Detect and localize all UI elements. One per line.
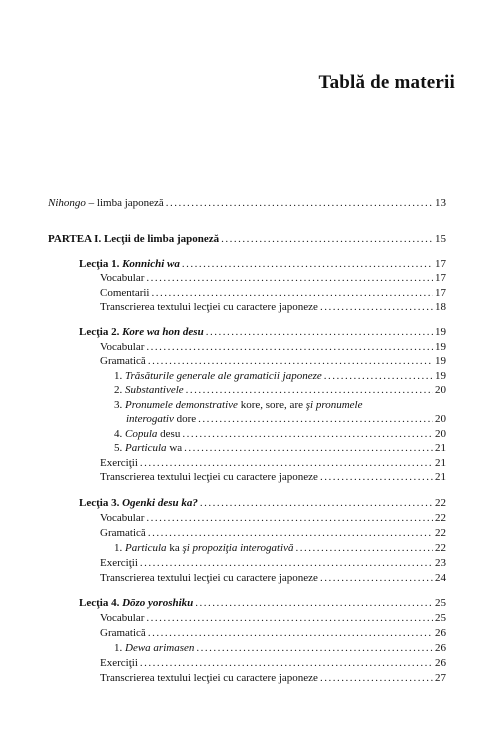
item-number: 2. — [114, 384, 125, 396]
toc-entry-label: Exerciţii — [100, 557, 138, 569]
toc-entry-label: dore — [173, 413, 197, 425]
toc-entry-partea-1[interactable] — [48, 233, 446, 246]
toc-entry-nihongo[interactable] — [48, 197, 446, 210]
toc-entry-label: wa — [166, 442, 183, 454]
toc-entry-em: Dōzo yoroshiku — [122, 597, 194, 609]
toc-entry-label: Vocabular — [100, 272, 145, 284]
toc-entry-l1-transcriere[interactable] — [100, 301, 446, 314]
toc-entry-l3-gramatica[interactable] — [100, 527, 446, 540]
dot-leader — [200, 497, 433, 510]
toc-entry-prefix: Lecţia 2. — [79, 326, 123, 338]
page-number: 19 — [435, 326, 446, 338]
item-number: 1. — [114, 370, 125, 382]
toc-entry-label: Exerciţii — [100, 457, 138, 469]
toc-entry-em: Pronumele demonstrative — [125, 399, 238, 411]
toc-entry-l2-g3-line2[interactable] — [126, 413, 446, 426]
item-number: 1. — [114, 642, 125, 654]
toc-entry-label: Gramatică — [100, 627, 146, 639]
toc-entry-em: Konnichi wa — [122, 258, 180, 270]
dot-leader — [320, 672, 433, 685]
toc-entry-l2-vocabular[interactable] — [100, 341, 446, 354]
page-number: 21 — [435, 457, 446, 469]
toc-entry-label: Transcrierea textului lecţiei cu caractere japoneze — [100, 301, 318, 313]
page-number: 20 — [435, 384, 446, 396]
toc-entry-l2-exercitii[interactable] — [100, 457, 446, 470]
dot-leader — [146, 612, 433, 625]
toc-entry-prefix: Lecţia 1. — [79, 258, 123, 270]
dot-leader — [148, 527, 433, 540]
dot-leader — [140, 457, 433, 470]
toc-entry-l4-gramatica[interactable] — [100, 627, 446, 640]
toc-entry-label: PARTEA I. Lecţii de limba japoneză — [48, 233, 220, 245]
toc-entry-l3-exercitii[interactable] — [100, 557, 446, 570]
dot-leader — [320, 471, 433, 484]
toc-entry-em: Particula — [125, 442, 167, 454]
page-number: 19 — [435, 370, 446, 382]
toc-entry-label: – limba japoneză — [85, 197, 164, 209]
toc-entry-l2-g4[interactable] — [114, 428, 446, 441]
dot-leader — [195, 597, 433, 610]
toc-entry-l4-vocabular[interactable] — [100, 612, 446, 625]
page-number: 22 — [435, 527, 446, 539]
toc-entry-lectia-3[interactable] — [79, 497, 446, 510]
toc-entry-lectia-1[interactable] — [79, 258, 446, 271]
dot-leader — [146, 512, 433, 525]
page-number: 25 — [435, 597, 446, 609]
dot-leader — [140, 557, 433, 570]
toc-entry-lectia-4[interactable] — [79, 597, 446, 610]
toc-entry-em: interogativ — [126, 413, 174, 425]
toc-entry-l1-vocabular[interactable] — [100, 272, 446, 285]
item-number: 3. — [114, 399, 125, 411]
toc-entry-l2-g3-line1[interactable] — [114, 399, 362, 412]
page-number: 27 — [435, 672, 446, 684]
toc-entry-l2-transcriere[interactable] — [100, 471, 446, 484]
page-number: 15 — [435, 233, 446, 245]
page-number: 26 — [435, 642, 446, 654]
page-number: 22 — [435, 512, 446, 524]
toc-entry-label: Transcrierea textului lecţiei cu caractere japoneze — [100, 572, 318, 584]
page-number: 26 — [435, 657, 446, 669]
page-number: 17 — [435, 272, 446, 284]
toc-entry-l3-transcriere[interactable] — [100, 572, 446, 585]
toc-entry-l4-transcriere[interactable] — [100, 672, 446, 685]
toc-entry-label: Gramatică — [100, 355, 146, 367]
dot-leader — [221, 233, 433, 246]
toc-entry-label: ka — [166, 542, 183, 554]
toc-entry-l2-g5[interactable] — [114, 442, 446, 455]
dot-leader — [152, 287, 434, 300]
toc-entry-l3-vocabular[interactable] — [100, 512, 446, 525]
toc-entry-em: Nihongo — [48, 197, 86, 209]
dot-leader — [166, 197, 433, 210]
toc-entry-prefix: Lecţia 4. — [79, 597, 123, 609]
toc-entry-em: şi pronumele — [305, 399, 363, 411]
page-number: 20 — [435, 428, 446, 440]
dot-leader — [182, 258, 433, 271]
page-number: 25 — [435, 612, 446, 624]
toc-entry-em: Particula — [125, 542, 167, 554]
page-number: 17 — [435, 258, 446, 270]
dot-leader — [182, 428, 433, 441]
toc-entry-label: kore, sore, are — [237, 399, 306, 411]
page-number: 22 — [435, 542, 446, 554]
page-number: 18 — [435, 301, 446, 313]
page-number: 19 — [435, 355, 446, 367]
item-number: 1. — [114, 542, 125, 554]
toc-entry-label: desu — [157, 428, 181, 440]
dot-leader — [148, 355, 433, 368]
dot-leader — [320, 572, 433, 585]
page-number: 22 — [435, 497, 446, 509]
toc-entry-label: Vocabular — [100, 512, 145, 524]
toc-entry-lectia-2[interactable] — [79, 326, 446, 339]
toc-entry-label: Transcrierea textului lecţiei cu caractere japoneze — [100, 471, 318, 483]
dot-leader — [148, 627, 433, 640]
toc-entry-em: Kore wa hon desu — [122, 326, 204, 338]
dot-leader — [186, 384, 433, 397]
dot-leader — [295, 542, 433, 555]
toc-entry-label: Vocabular — [100, 612, 145, 624]
toc-entry-label: Exerciţii — [100, 657, 138, 669]
dot-leader — [184, 442, 433, 455]
dot-leader — [198, 413, 433, 426]
page-number: 20 — [435, 413, 446, 425]
toc-entry-l4-exercitii[interactable] — [100, 657, 446, 670]
toc-entry-label: Comentarii — [100, 287, 150, 299]
page-number: 13 — [435, 197, 446, 209]
dot-leader — [324, 370, 433, 383]
page-number: 19 — [435, 341, 446, 353]
toc-entry-l2-g1[interactable] — [114, 370, 446, 383]
page-number: 23 — [435, 557, 446, 569]
toc-entry-em: Dewa arimasen — [125, 642, 195, 654]
page-number: 21 — [435, 442, 446, 454]
dot-leader — [146, 341, 433, 354]
page-title: Tablă de materii — [318, 72, 455, 93]
toc-entry-em: Trăsăturile generale ale gramaticii japoneze — [125, 370, 322, 382]
toc-entry-label: Vocabular — [100, 341, 145, 353]
page-number: 26 — [435, 627, 446, 639]
toc-entry-l1-comentarii[interactable] — [100, 287, 446, 300]
toc-entry-l4-g1[interactable] — [114, 642, 446, 655]
dot-leader — [140, 657, 433, 670]
item-number: 5. — [114, 442, 125, 454]
item-number: 4. — [114, 428, 125, 440]
dot-leader — [206, 326, 433, 339]
dot-leader — [320, 301, 433, 314]
toc-entry-label: Transcrierea textului lecţiei cu caractere japoneze — [100, 672, 318, 684]
dot-leader — [146, 272, 433, 285]
toc-entry-l2-gramatica[interactable] — [100, 355, 446, 368]
toc-entry-em: şi propoziţia interogativă — [182, 542, 294, 554]
dot-leader — [196, 642, 433, 655]
toc-entry-label: Gramatică — [100, 527, 146, 539]
toc-entry-l3-g1[interactable] — [114, 542, 446, 555]
toc-entry-l2-g2[interactable] — [114, 384, 446, 397]
page-number: 24 — [435, 572, 446, 584]
page-number: 17 — [435, 287, 446, 299]
toc-entry-em: Ogenki desu ka? — [122, 497, 198, 509]
toc-entry-prefix: Lecţia 3. — [79, 497, 123, 509]
toc-entry-em: Substantivele — [125, 384, 184, 396]
toc-entry-em: Copula — [125, 428, 158, 440]
page-number: 21 — [435, 471, 446, 483]
